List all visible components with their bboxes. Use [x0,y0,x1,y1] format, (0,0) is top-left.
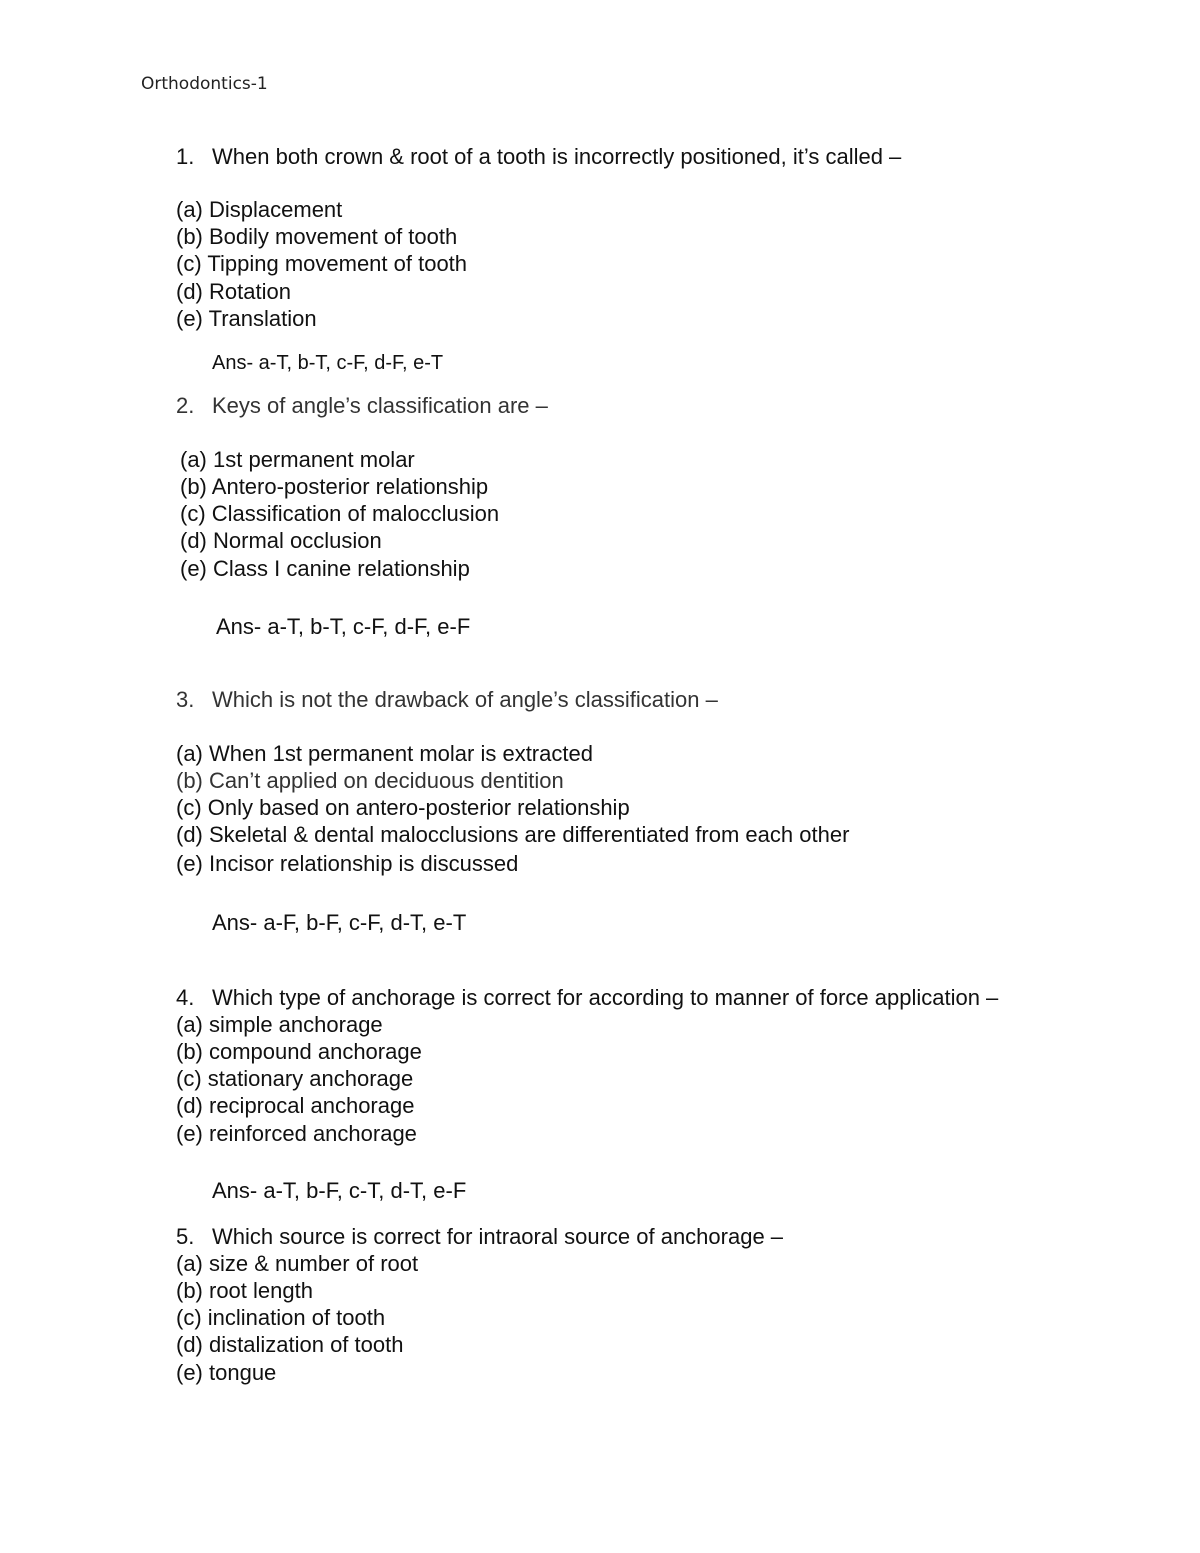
option-3e: (e) Incisor relationship is discussed [176,851,519,876]
option-5d: (d) distalization of tooth [176,1332,404,1357]
answer-3: Ans- a-F, b-F, c-F, d-T, e-T [212,910,467,935]
question-5 [176,1224,783,1250]
question-text: Keys of angle’s classification are – [212,393,548,418]
option-5c: (c) inclination of tooth [176,1305,386,1330]
question-text: Which is not the drawback of angle’s classification – [212,687,718,712]
option-4c: (c) stationary anchorage [176,1066,414,1091]
document-header: Orthodontics-1 [141,74,268,94]
option-4d: (d) reciprocal anchorage [176,1093,415,1118]
question-number: 5. [176,1224,195,1249]
option-2e: (e) Class I canine relationship [180,556,470,581]
option-2b: (b) Antero-posterior relationship [180,474,489,499]
option-1a: (a) Displacement [176,197,343,222]
option-3a: (a) When 1st permanent molar is extracted [176,741,593,766]
question-number: 4. [176,985,195,1010]
option-1b: (b) Bodily movement of tooth [176,224,458,249]
question-text: Which source is correct for intraoral source of anchorage – [212,1224,784,1249]
question-2 [176,393,548,419]
option-2a: (a) 1st permanent molar [180,447,415,472]
option-4b: (b) compound anchorage [176,1039,422,1064]
question-1 [176,144,901,170]
option-3d: (d) Skeletal & dental malocclusions are differentiated from each other [176,822,850,847]
option-4a: (a) simple anchorage [176,1012,383,1037]
question-number: 3. [176,687,195,712]
option-1e: (e) Translation [176,306,317,331]
option-5e: (e) tongue [176,1360,277,1385]
question-text: Which type of anchorage is correct for according to manner of force application – [212,985,999,1010]
option-1c: (c) Tipping movement of tooth [176,251,468,276]
option-3c: (c) Only based on antero-posterior relationship [176,795,630,820]
option-5a: (a) size & number of root [176,1251,419,1276]
answer-2: Ans- a-T, b-T, c-F, d-F, e-F [216,614,471,639]
question-text: When both crown & root of a tooth is incorrectly positioned, it’s called – [212,144,902,169]
option-2c: (c) Classification of malocclusion [180,501,500,526]
question-number: 2. [176,393,195,418]
answer-1: Ans- a-T, b-T, c-F, d-F, e-T [212,352,444,374]
question-4 [176,985,998,1011]
option-2d: (d) Normal occlusion [180,528,382,553]
answer-4: Ans- a-T, b-F, c-T, d-T, e-F [212,1178,467,1203]
option-3b: (b) Can’t applied on deciduous dentition [176,768,564,793]
option-5b: (b) root length [176,1278,313,1303]
option-1d: (d) Rotation [176,279,291,304]
question-3 [176,687,718,713]
option-4e: (e) reinforced anchorage [176,1121,417,1146]
question-number: 1. [176,144,195,169]
